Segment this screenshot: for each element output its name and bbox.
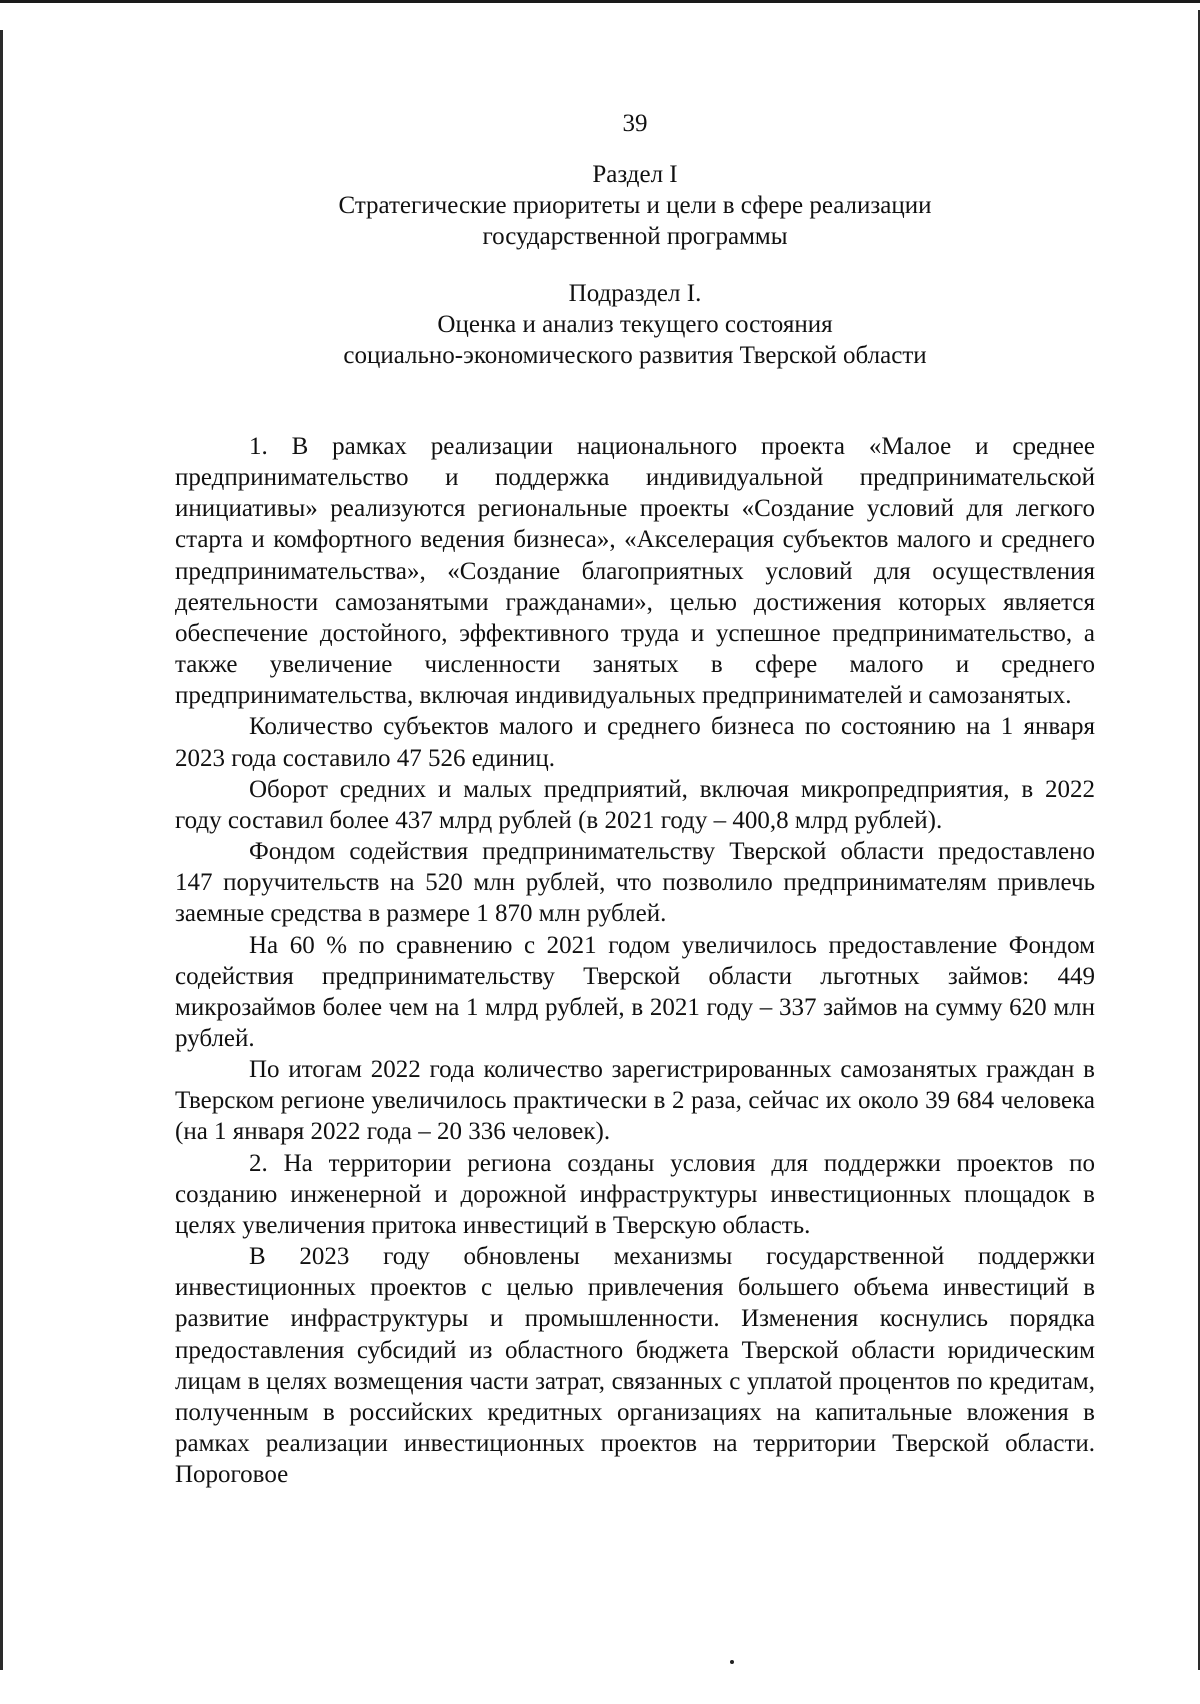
paragraph: Оборот средних и малых предприятий, включая микропредприятия, в 2022 году составил более 437 млрд рублей (в 2021 году – 400,8 млрд рублей).: [175, 775, 1095, 834]
paragraph: По итогам 2022 года количество зарегистрированных самозанятых граждан в Тверском регионе увеличилось практически в 2 раза, сейчас их около 39 684 человека (на 1 января 2022 года – 20 336 человек).: [175, 1056, 1095, 1146]
scan-edge-top: [0, 0, 1200, 3]
scan-edge-left: [0, 30, 3, 1670]
subsection-title: Подраздел I.: [568, 280, 702, 307]
scan-speck: [730, 1660, 734, 1664]
section-heading: [230, 159, 1040, 252]
subsection-subtitle-line-2: социально-экономического развития Тверской области: [343, 342, 927, 369]
subsection-heading: [230, 278, 1040, 371]
page-number: 39: [622, 110, 648, 137]
paragraph: 2. На территории региона созданы условия для поддержки проектов по созданию инженерной и дорожной инфраструктуры инвестиционных площадок в целях увеличения притока инвестиций в Тверскую область.: [175, 1149, 1095, 1239]
section-title: Раздел I: [592, 161, 678, 188]
section-subtitle-line-2: государственной программы: [482, 223, 788, 250]
subsection-subtitle-line-1: Оценка и анализ текущего состояния: [437, 311, 833, 338]
paragraph: Количество субъектов малого и среднего бизнеса по состоянию на 1 января 2023 года составило 47 526 единиц.: [175, 713, 1095, 772]
body-text: [175, 431, 1095, 1490]
paragraph: Фондом содействия предпринимательству Тверской области предоставлено 147 поручительств на 520 млн рублей, что позволило предпринимателям привлечь заемные средства в размере 1 870 млн рублей.: [175, 838, 1095, 928]
paragraph: На 60 % по сравнению с 2021 годом увеличилось предоставление Фондом содействия предпринимательству Тверской области льготных займов: 449 микрозаймов более чем на 1 млрд рублей, в 2021 году – 337 займов на сумму 620 млн рублей.: [175, 931, 1095, 1052]
paragraph: В 2023 году обновлены механизмы государственной поддержки инвестиционных проектов с целью привлечения большего объема инвестиций в развитие инфраструктуры и промышленности. Изменения коснулись порядка предоставления субсидий из областного бюджета Тверской области юридическим лицам в целях возмещения части затрат, связанных с уплатой процентов по кредитам, полученным в российских кредитных организациях на капитальные вложения в рамках реализации инвестиционных проектов на территории Тверской области. Пороговое: [175, 1243, 1095, 1489]
section-subtitle-line-1: Стратегические приоритеты и цели в сфере реализации: [338, 192, 932, 219]
paragraph: 1. В рамках реализации национального проекта «Малое и среднее предпринимательство и поддержка индивидуальной предпринимательской инициативы» реализуются региональные проекты «Создание условий для легкого старта и комфортного ведения бизнеса», «Акселерация субъектов малого и среднего предпринимательства», «Создание благоприятных условий для осуществления деятельности самозанятыми гражданами», целью достижения которых является обеспечение достойного, эффективного труда и успешное предпринимательство, а также увеличение численности занятых в сфере малого и среднего предпринимательства, включая индивидуальных предпринимателей и самозанятых.: [175, 433, 1095, 710]
